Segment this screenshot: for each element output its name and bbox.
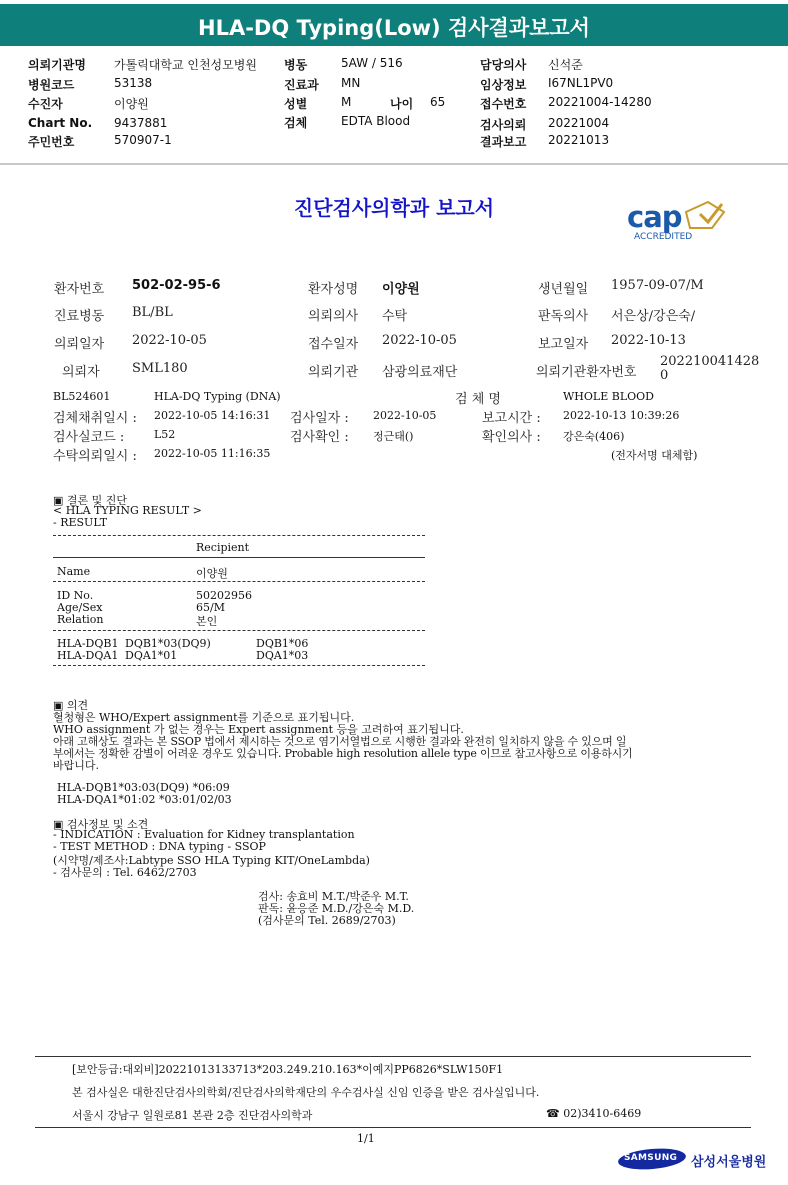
samsung-logo-text: SAMSUNG: [624, 1153, 678, 1163]
hospital-code-label: 병원코드: [28, 78, 75, 92]
page-title: HLA-DQ Typing(Low) 검사결과보고서: [198, 16, 590, 40]
high-resolution-dqb1: HLA-DQB1*03:03(DQ9) *06:09: [57, 781, 230, 794]
test-date-value: 2022-10-05: [373, 409, 437, 422]
relation-label: Relation: [57, 613, 104, 626]
agesex-value: 65/M: [196, 601, 225, 614]
findings-line: - TEST METHOD : DNA typing - SSOP: [53, 840, 266, 853]
receipt-value: 20221004-14280: [548, 95, 652, 109]
dept-value: MN: [341, 76, 361, 90]
id-label: ID No.: [57, 589, 94, 602]
opinion-heading: ▣ 의견: [53, 699, 89, 712]
findings-line: - 검사문의 : Tel. 6462/2703: [53, 866, 197, 879]
recipient-header: Recipient: [196, 541, 250, 554]
age-label: 나이: [390, 97, 414, 111]
patient-label: 수진자: [28, 97, 63, 111]
tester-signature: 검사: 송효비 M.T./박준우 M.T.: [258, 890, 409, 903]
high-resolution-dqa1: HLA-DQA1*01:02 *03:01/02/03: [57, 793, 232, 806]
hospital-code-value: 53138: [114, 76, 153, 90]
doctor-value: 신석준: [548, 58, 583, 72]
hospital-name: 삼성서울병원: [691, 1155, 767, 1170]
dept-label: 진료과: [284, 78, 319, 92]
lab-code-label: 검사실코드 :: [53, 430, 125, 445]
request-date-label: 의뢰일자: [54, 337, 105, 352]
test-confirm-value: 정근태(): [373, 430, 414, 443]
requesting-institution-label: 의뢰기관: [308, 365, 359, 380]
report-time-label: 보고시간 :: [482, 411, 541, 426]
receipt-date-label: 접수일자: [308, 337, 359, 352]
dqa1-allele-1: DQA1*01: [125, 649, 178, 662]
chart-label: Chart No.: [28, 116, 93, 130]
collection-time-value: 2022-10-05 14:16:31: [154, 409, 271, 422]
sex-label: 성별: [284, 97, 308, 111]
findings-line: - INDICATION : Evaluation for Kidney transplantation: [53, 828, 355, 841]
result-divider: [53, 557, 425, 558]
cap-logo-text: cap: [627, 200, 682, 234]
result-divider: [53, 665, 425, 666]
name-value: 이양원: [196, 567, 228, 580]
test-confirm-label: 검사확인 :: [290, 430, 349, 445]
agesex-label: Age/Sex: [57, 601, 103, 614]
patient-number-value: 502-02-95-6: [132, 278, 221, 293]
institution-patient-number-label: 의뢰기관환자번호: [536, 365, 637, 380]
lab-code-value: L52: [154, 428, 176, 441]
ward-unit-value: BL/BL: [132, 305, 173, 320]
age-value: 65: [430, 95, 446, 109]
receipt-label: 접수번호: [480, 97, 527, 111]
dqb1-allele-2: DQB1*06: [256, 637, 309, 650]
clinical-label: 임상정보: [480, 78, 527, 92]
request-date-value: 2022-10-05: [132, 333, 207, 348]
inquiry-contact: (검사문의 Tel. 2689/2703): [258, 914, 396, 927]
report-time-value: 2022-10-13 10:39:26: [563, 409, 680, 422]
opinion-line: 혈청형은 WHO/Expert assignment를 기준으로 표기됩니다.: [53, 711, 355, 724]
doctor-label: 담당의사: [480, 58, 527, 72]
result-divider: [53, 630, 425, 631]
ward-label: 병동: [284, 58, 308, 72]
cap-logo-subtext: ACCREDITED: [634, 232, 693, 242]
chart-value: 9437881: [114, 116, 168, 130]
dqb1-allele-1: DQB1*03(DQ9): [125, 637, 211, 650]
certification-note: 본 검사실은 대한진단검사의학회/진단검사의학재단의 우수검사실 신임 인증을 받은 검사실입니다.: [72, 1086, 540, 1099]
patient-name-value: 이양원: [382, 282, 420, 297]
clinical-value: I67NL1PV0: [548, 76, 614, 90]
title-banner: [0, 0, 788, 46]
findings-line: (시약명/제조사:Labtype SSO HLA Typing KIT/OneLambda): [53, 854, 370, 867]
reader-signature: 판독: 윤응준 M.D./강은숙 M.D.: [258, 902, 415, 915]
patient-value: 이양원: [114, 97, 149, 111]
consign-time-label: 수탁의뢰일시 :: [53, 449, 137, 464]
result-section-heading: ▣ 결론 및 진단: [53, 494, 128, 507]
requesting-institution-value: 삼광의료재단: [382, 365, 458, 380]
reading-doctor-value: 서은상/강은숙/: [611, 309, 696, 324]
patient-name-label: 환자성명: [308, 282, 359, 297]
phone-number: ☎ 02)3410-6469: [546, 1107, 642, 1120]
security-line: [보안등급:대외비]20221013133713*203.249.210.163*이예지PP6826*SLW150F1: [72, 1063, 504, 1076]
opinion-line: WHO assignment 가 없는 경우는 Expert assignment 등을 고려하여 표기됩니다.: [53, 723, 464, 736]
dqa1-label: HLA-DQA1: [57, 649, 119, 662]
report-value: 20221013: [548, 133, 610, 147]
specimen-value: EDTA Blood: [341, 114, 411, 128]
footer-divider: [35, 1127, 751, 1128]
page-number: 1/1: [357, 1132, 375, 1145]
test-name: HLA-DQ Typing (DNA): [154, 390, 281, 403]
result-label: - RESULT: [53, 516, 108, 529]
birth-date-label: 생년월일: [538, 282, 589, 297]
birth-date-value: 1957-09-07/M: [611, 278, 704, 293]
referring-doctor-label: 의뢰의사: [308, 309, 359, 324]
request-value: 20221004: [548, 116, 610, 130]
report-date-label: 보고일자: [538, 337, 589, 352]
institution-patient-number-value: 202210041428: [660, 354, 760, 369]
report-date-value: 2022-10-13: [611, 333, 686, 348]
reading-doctor-label: 판독의사: [538, 309, 589, 324]
findings-heading: ▣ 검사정보 및 소견: [53, 818, 149, 831]
patient-number-label: 환자번호: [54, 282, 105, 297]
dqb1-label: HLA-DQB1: [57, 637, 119, 650]
header-divider: [0, 163, 788, 165]
confirm-doctor-label: 확인의사 :: [482, 430, 541, 445]
dqa1-allele-2: DQA1*03: [256, 649, 309, 662]
footer-divider: [35, 1056, 751, 1057]
specimen-name-label: 검 체 명: [455, 392, 501, 407]
address: 서울시 강남구 일원로81 본관 2층 진단검사의학과: [72, 1109, 313, 1122]
resident-value: 570907-1: [114, 133, 172, 147]
cap-accredited-logo: [624, 198, 728, 244]
receipt-date-value: 2022-10-05: [382, 333, 457, 348]
sex-value: M: [341, 95, 352, 109]
relation-value: 본인: [196, 615, 218, 628]
opinion-line: 부에서는 정확한 감별이 어려운 경우도 있습니다. Probable high resolution allele type 이므로 참고사항으로 이용하시기: [53, 747, 633, 760]
opinion-line: 아래 고해상도 결과는 본 SSOP 법에서 제시하는 것으로 염기서열법으로 시행한 결과와 완전히 일치하지 않을 수 있으며 일: [53, 735, 627, 748]
result-divider: [53, 535, 425, 536]
ward-unit-label: 진료병동: [54, 309, 105, 324]
institution-label: 의뢰기관명: [28, 58, 86, 72]
test-code: BL524601: [53, 390, 111, 403]
requester-value: SML180: [132, 361, 188, 376]
request-label: 검사의뢰: [480, 118, 527, 132]
consign-time-value: 2022-10-05 11:16:35: [154, 447, 271, 460]
specimen-label: 검체: [284, 116, 308, 130]
collection-time-label: 검체채취일시 :: [53, 411, 137, 426]
resident-label: 주민번호: [28, 135, 75, 149]
institution-patient-number-value-wrap: 0: [660, 368, 669, 383]
institution-value: 가톨릭대학교 인천성모병원: [114, 58, 257, 72]
result-divider: [53, 581, 425, 582]
confirm-doctor-value: 강은숙(406): [563, 430, 625, 443]
electronic-signature-note: (전자서명 대체함): [611, 449, 698, 462]
specimen-name-value: WHOLE BLOOD: [563, 390, 654, 403]
ward-value: 5AW / 516: [341, 56, 403, 70]
test-date-label: 검사일자 :: [290, 411, 349, 426]
referring-doctor-value: 수탁: [382, 309, 408, 324]
result-subheading: < HLA TYPING RESULT >: [53, 504, 202, 517]
report-label: 결과보고: [480, 135, 527, 149]
opinion-line: 바랍니다.: [53, 759, 100, 772]
samsung-hospital-logo: [618, 1147, 768, 1173]
name-label: Name: [57, 565, 91, 578]
id-value: 50202956: [196, 589, 252, 602]
requester-label: 의뢰자: [62, 365, 100, 380]
report-title: 진단검사의학과 보고서: [293, 196, 495, 220]
